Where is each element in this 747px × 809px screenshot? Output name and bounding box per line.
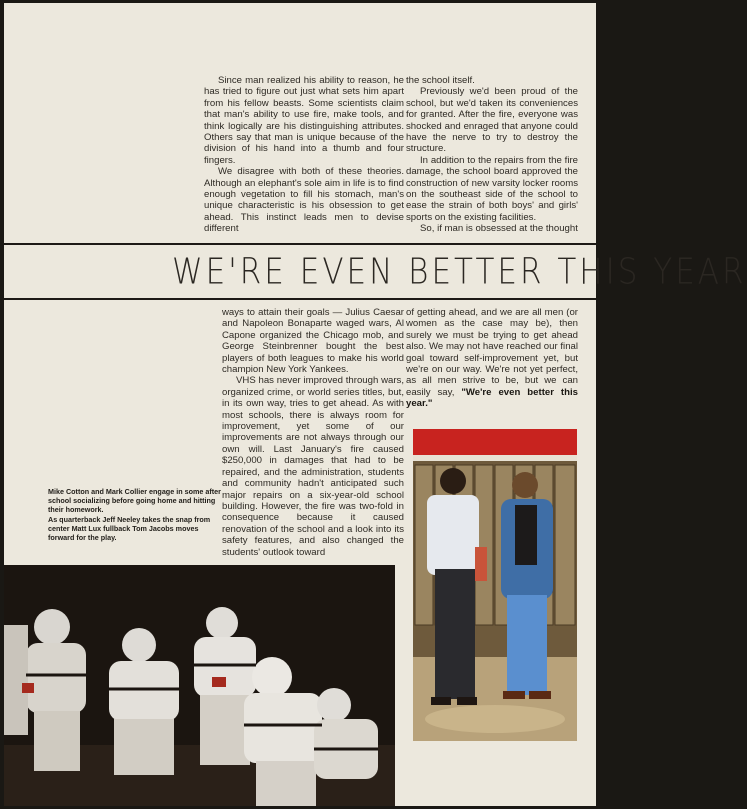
paragraph: Since man realized his ability to reason, he has tried to figure out just what sets him apart from his fellow beasts. Some scientists claim that man's ability to use fire, make tools, and think logically are his distinguishing attributes. Others say that man is unique because of the division of his hand into a thumb and four fingers. bbox=[204, 75, 404, 166]
paragraph bbox=[406, 307, 578, 410]
closing-text: of getting ahead, and we are all men (or women as the case may be), then surely we must be trying to get ahead also. We may not have reached our final goal toward self-improvement yet, but we're on our way. We're not yet perfect, as all men strive to be, but we can easily say, bbox=[406, 307, 578, 398]
paragraph: We disagree with both of these theories. Although an elephant's sole aim in life is to find enough vegetation to fill his stomach, man's unique characteristic is his obsession to get ahead. This instinct leads men to devise different bbox=[204, 166, 404, 235]
football-photo bbox=[4, 565, 395, 806]
caption-hallway: Mike Cotton and Mark Collier engage in some after school socializing before going home and hitting their homework. bbox=[48, 487, 221, 514]
caption-football: As quarterback Jeff Neeley takes the snap from center Matt Lux fullback Tom Jacobs moves forward for the play. bbox=[48, 515, 211, 542]
paragraph: Previously we'd been proud of the school, but we'd taken its conveniences for granted. After the fire, everyone was shocked and enraged that anyone could have the nerve to try to destroy the structure. bbox=[406, 86, 578, 155]
page-title: WE'RE EVEN BETTER THIS YEAR bbox=[172, 251, 747, 293]
paragraph: ways to attain their goals — Julius Caesar and Napoleon Bonaparte waged wars, Al Capone organized the Chicago mob, and George Steinbrenner bought the best players of both leagues to make his world champion New York Yankees. bbox=[222, 307, 404, 376]
title-rule-bottom bbox=[4, 298, 596, 300]
mid-left-column bbox=[222, 307, 404, 558]
top-left-column bbox=[204, 75, 404, 235]
paragraph: In addition to the repairs from the fire damage, the school board approved the construction of new varsity locker rooms on the southeast side of the school to ease the strain of both boys' and girls' sports on the existing facilities. bbox=[406, 154, 578, 223]
yearbook-page bbox=[4, 3, 747, 806]
mid-right-column bbox=[406, 307, 578, 410]
paragraph: So, if man is obsessed at the thought bbox=[420, 223, 578, 235]
player bbox=[4, 625, 28, 735]
closing-quote: "We're even better this year." bbox=[406, 386, 578, 410]
hallway-photo bbox=[413, 429, 577, 741]
title-rule-top bbox=[4, 243, 596, 245]
paragraph: the school itself. bbox=[406, 75, 475, 86]
top-right-column bbox=[406, 75, 578, 235]
paragraph: VHS has never improved through wars, organized crime, or world series titles, but, in its own way, tries to get ahead. As with most schools, there is always room for improvement, yet some of our improvements are not always through our own will. Last January's fire caused $250,000 in damages that had to be repaired, and the administration, students and community hadn't anticipated such major repairs on a six-year-old school building. However, the fire was two-fold in consequence because it caused renovation of the school and a look into its safety features, and also changed the students' outlook toward bbox=[222, 375, 404, 558]
